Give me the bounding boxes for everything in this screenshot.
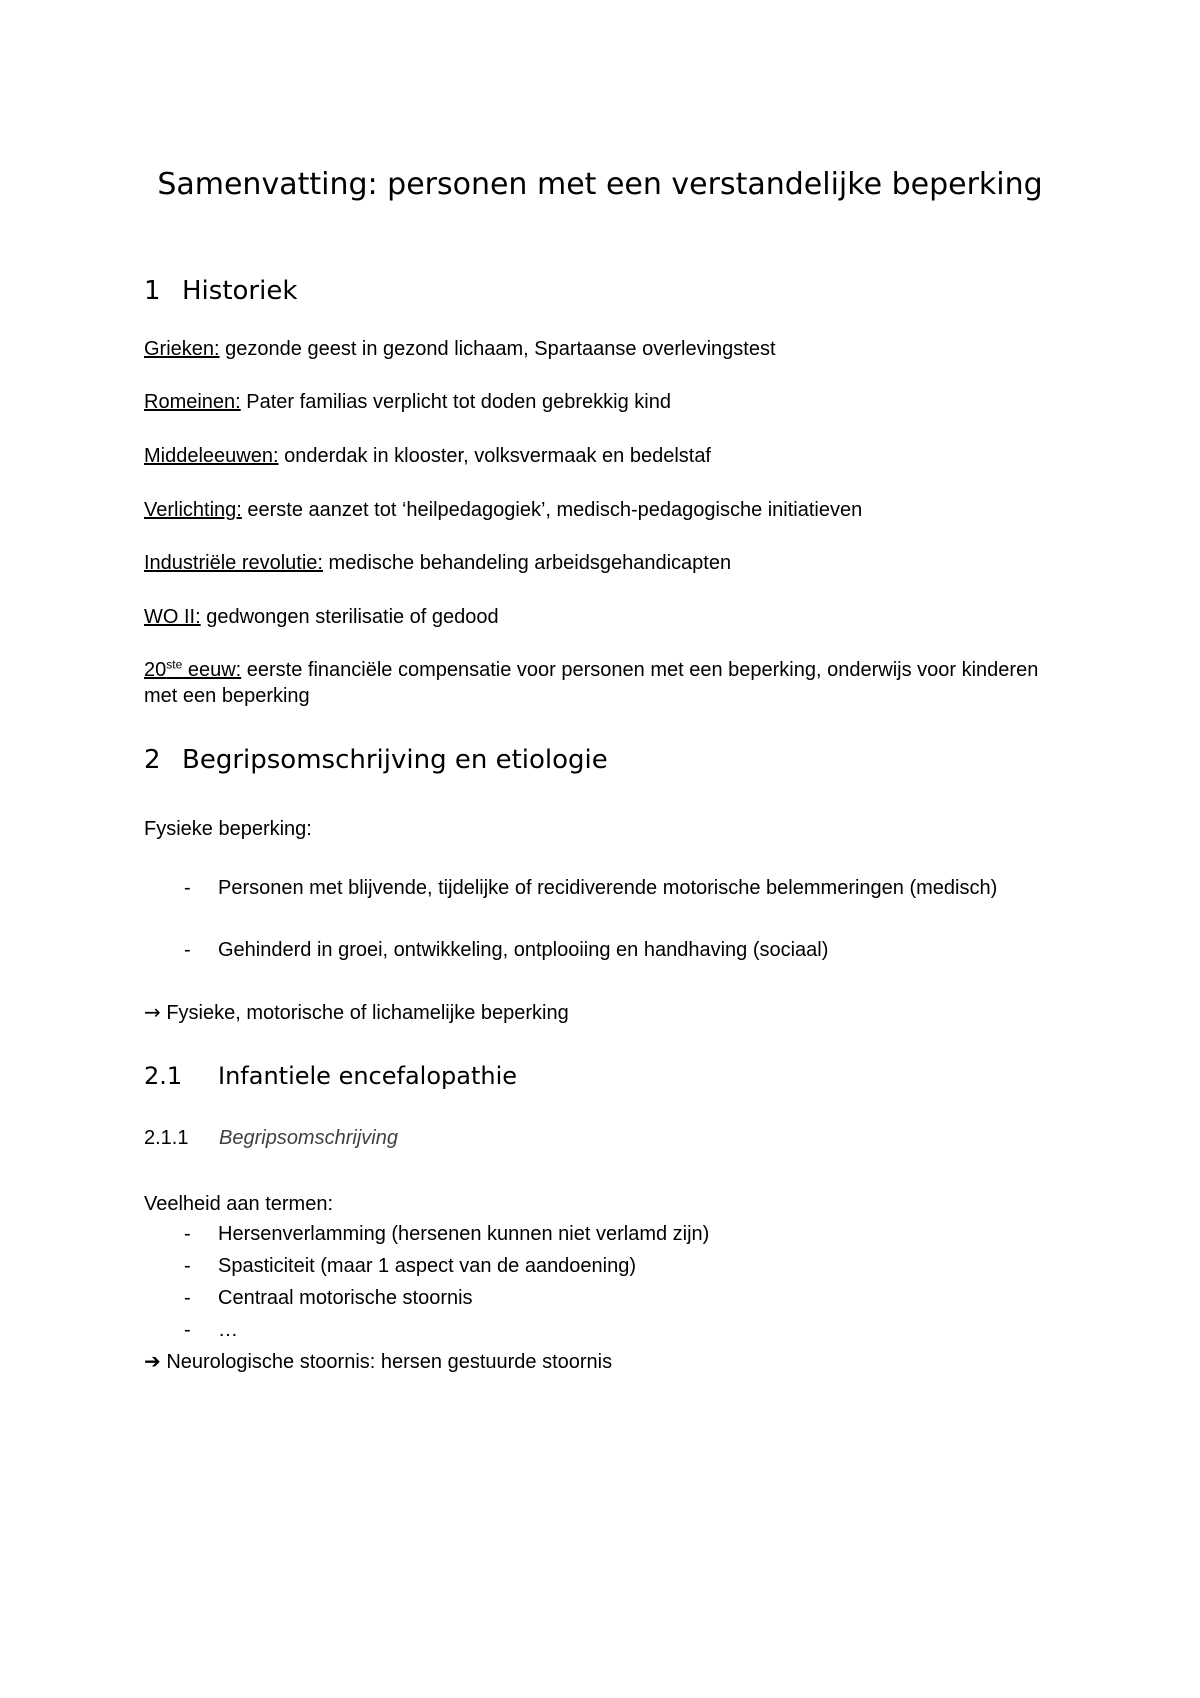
list-item-text: Hersenverlamming (hersenen kunnen niet verlamd zijn): [218, 1223, 710, 1245]
history-label: WO II:: [144, 606, 201, 628]
history-text: eerste financiële compensatie voor personen met een beperking, onderwijs voor kinderen met een beperking: [144, 659, 1039, 707]
heading-text: Begripsomschrijving en etiologie: [182, 745, 608, 775]
list-item: [144, 1283, 1064, 1314]
bullet-dash: -: [184, 1223, 191, 1245]
fysieke-beperking-intro: Fysieke beperking:: [144, 818, 312, 840]
history-text: gezonde geest in gezond lichaam, Spartaanse overlevingstest: [219, 338, 776, 360]
bullet-dash: -: [184, 877, 191, 899]
history-label: [144, 659, 241, 681]
history-label: Grieken:: [144, 338, 220, 360]
list-item-text: Spasticiteit (maar 1 aspect van de aandoening): [218, 1255, 637, 1277]
history-item-20ste-eeuw: [144, 657, 1064, 709]
heading-historiek: [144, 276, 297, 306]
heading-number: 1: [144, 276, 161, 306]
history-label: Verlichting:: [144, 499, 242, 521]
arrow-right-icon: →: [144, 1000, 161, 1024]
list-item-text: …: [218, 1319, 238, 1341]
heading-text: Begripsomschrijving: [219, 1127, 398, 1149]
label-superscript: ste: [166, 657, 183, 672]
history-label: Industriële revolutie:: [144, 552, 323, 574]
heading-text: Historiek: [182, 276, 298, 306]
history-text: medische behandeling arbeidsgehandicapten: [322, 552, 732, 574]
history-item-grieken: [144, 336, 1064, 362]
heading-begripsomschrijving-etiologie: [144, 745, 608, 775]
heading-text: Infantiele encefalopathie: [218, 1062, 518, 1090]
conclusion-fysieke: [144, 999, 1064, 1026]
bullet-dash: -: [184, 939, 191, 961]
list-item-text: Gehinderd in groei, ontwikkeling, ontplooiing en handhaving (sociaal): [218, 939, 829, 961]
conclusion-neurologisch: [144, 1348, 1064, 1375]
bullet-dash: -: [184, 1255, 191, 1277]
history-text: gedwongen sterilisatie of gedood: [200, 606, 499, 628]
list-item: [144, 1219, 1064, 1250]
history-item-middeleeuwen: [144, 443, 1064, 469]
heading-number: 2: [144, 745, 161, 775]
bullet-dash: -: [184, 1319, 191, 1341]
conclusion-text: Fysieke, motorische of lichamelijke beperking: [160, 1002, 569, 1024]
history-text: Pater familias verplicht tot doden gebrekkig kind: [240, 391, 671, 413]
history-label: Middeleeuwen:: [144, 445, 279, 467]
termen-intro: Veelheid aan termen:: [144, 1193, 334, 1215]
arrow-right-icon: ➔: [144, 1349, 161, 1373]
list-item: [144, 1251, 1064, 1282]
history-item-romeinen: [144, 389, 1064, 415]
conclusion-text: Neurologische stoornis: hersen gestuurde stoornis: [160, 1351, 613, 1373]
history-item-industriele-revolutie: [144, 550, 1064, 576]
heading-number: 2.1.1: [144, 1127, 189, 1149]
heading-number: 2.1: [144, 1062, 183, 1090]
list-item: [144, 873, 1064, 904]
label-rest: eeuw:: [182, 659, 242, 681]
list-item: [144, 1315, 1064, 1346]
label-number: 20: [144, 659, 167, 681]
heading-infantiele-encefalopathie: [144, 1062, 517, 1090]
document-title: Samenvatting: personen met een verstandelijke beperking: [157, 167, 1043, 202]
history-item-verlichting: [144, 497, 1064, 523]
history-item-wo-ii: [144, 604, 1064, 630]
history-label: Romeinen:: [144, 391, 241, 413]
bullet-dash: -: [184, 1287, 191, 1309]
list-item: [144, 935, 1064, 966]
list-item-text: Centraal motorische stoornis: [218, 1287, 473, 1309]
history-text: eerste aanzet tot ‘heilpedagogiek’, medisch-pedagogische initiatieven: [241, 499, 863, 521]
heading-begripsomschrijving: [144, 1127, 398, 1150]
history-text: onderdak in klooster, volksvermaak en bedelstaf: [278, 445, 711, 467]
list-item-text: Personen met blijvende, tijdelijke of recidiverende motorische belemmeringen (medisch): [218, 877, 998, 899]
